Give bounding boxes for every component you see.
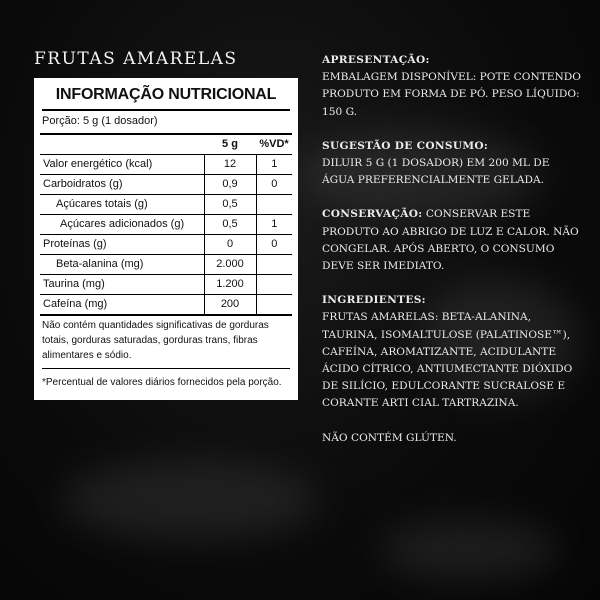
nutrition-row bbox=[40, 235, 292, 255]
consumption-label: SUGESTÃO DE CONSUMO: bbox=[322, 139, 489, 152]
nutrient-amount: 0,9 bbox=[204, 175, 256, 195]
consumption-section bbox=[322, 138, 584, 190]
presentation-label: APRESENTAÇÃO: bbox=[322, 54, 430, 66]
nutrient-name: Carboidratos (g) bbox=[40, 175, 204, 195]
background-smoke bbox=[60, 460, 320, 540]
nutrition-note: Não contém quantidades significativas de gorduras totais, gorduras saturadas, gorduras trans, fibras alimentares e sódio. bbox=[42, 318, 290, 369]
nutrient-vd: 1 bbox=[256, 155, 292, 175]
product-title: FRUTAS AMARELAS bbox=[34, 49, 238, 69]
portion-text: Porção: 5 g (1 dosador) bbox=[40, 111, 292, 135]
col-vd-header: %VD* bbox=[256, 135, 292, 155]
gluten-notice: NÃO CONTÉM GLÚTEN. bbox=[322, 431, 457, 444]
nutrition-footnote: *Percentual de valores diários fornecidos pela porção. bbox=[42, 377, 282, 388]
nutrient-amount: 0,5 bbox=[204, 195, 256, 215]
nutrient-name: Proteínas (g) bbox=[40, 235, 204, 255]
nutrition-facts-panel bbox=[34, 78, 298, 400]
nutrient-vd bbox=[256, 255, 292, 275]
ingredients-text: FRUTAS AMARELAS: BETA-ALANINA, TAURINA, ISOMALTULOSE (PALATINOSE™), CAFEÍNA, AROMATIZANTE, ACIDULANTE ÁCIDO CÍTRICO, ANTIUMECTANTE DIÓXIDO DE SILÍCIO, EDULCORANTE SUCRALOSE E CORANTE ARTI CIAL TARTRAZINA. bbox=[322, 311, 573, 410]
nutrient-amount: 200 bbox=[204, 295, 256, 316]
nutrient-amount: 0,5 bbox=[204, 215, 256, 235]
storage-label: CONSERVAÇÃO: bbox=[322, 208, 423, 221]
nutrient-name: Valor energético (kcal) bbox=[40, 155, 204, 175]
nutrient-name: Beta-alanina (mg) bbox=[40, 255, 204, 275]
presentation-section bbox=[322, 52, 584, 121]
nutrient-name: Açúcares adicionados (g) bbox=[40, 215, 204, 235]
nutrition-row bbox=[40, 195, 292, 215]
nutrition-row bbox=[40, 175, 292, 195]
nutrient-vd: 0 bbox=[256, 235, 292, 255]
nutrient-vd bbox=[256, 195, 292, 215]
background-smoke bbox=[380, 520, 560, 580]
nutrition-row bbox=[40, 295, 292, 316]
nutrient-vd: 0 bbox=[256, 175, 292, 195]
nutrient-amount: 2.000 bbox=[204, 255, 256, 275]
nutrition-row bbox=[40, 275, 292, 295]
presentation-text: EMBALAGEM DISPONÍVEL: POTE CONTENDO PRODUTO EM FORMA DE PÓ. PESO LÍQUIDO: 150 G. bbox=[322, 71, 581, 118]
product-info-column bbox=[322, 52, 584, 464]
nutrition-header-row bbox=[40, 135, 292, 155]
nutrient-amount: 1.200 bbox=[204, 275, 256, 295]
nutrition-row bbox=[40, 215, 292, 235]
nutrition-heading: INFORMAÇÃO NUTRICIONAL bbox=[42, 86, 290, 111]
nutrient-vd bbox=[256, 275, 292, 295]
nutrient-name: Açúcares totais (g) bbox=[40, 195, 204, 215]
nutrient-vd: 1 bbox=[256, 215, 292, 235]
ingredients-section bbox=[322, 292, 584, 412]
nutrition-row bbox=[40, 255, 292, 275]
col-amount-header: 5 g bbox=[204, 135, 256, 155]
storage-text: CONSERVAR ESTE PRODUTO AO ABRIGO DE LUZ E CALOR. NÃO CONGELAR. APÓS ABERTO, O CONSUMO DEVE SER IMEDIATO. bbox=[322, 208, 579, 273]
nutrition-row bbox=[40, 155, 292, 175]
nutrition-table bbox=[40, 135, 292, 316]
nutrient-amount: 12 bbox=[204, 155, 256, 175]
nutrient-amount: 0 bbox=[204, 235, 256, 255]
ingredients-label: INGREDIENTES: bbox=[322, 294, 426, 307]
consumption-text: DILUIR 5 G (1 DOSADOR) EM 200 ML DE ÁGUA PREFERENCIALMENTE GELADA. bbox=[322, 157, 550, 187]
nutrient-vd bbox=[256, 295, 292, 316]
nutrient-name: Taurina (mg) bbox=[40, 275, 204, 295]
storage-section bbox=[322, 206, 584, 275]
nutrient-name: Cafeína (mg) bbox=[40, 295, 204, 316]
